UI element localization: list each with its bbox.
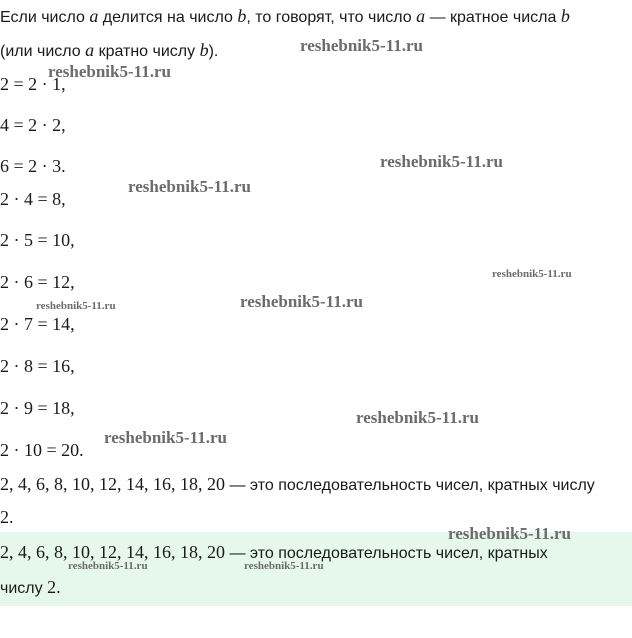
watermark: reshebnik5-11.ru — [104, 428, 227, 447]
watermark: reshebnik5-11.ru — [380, 152, 503, 171]
var-b: b — [199, 40, 209, 60]
conclusion-text: — это последовательность чисел, кратных числу — [225, 477, 595, 494]
equation: 2 · 6 = 12, — [0, 272, 75, 292]
answer-number: 2. — [47, 577, 61, 597]
watermark: reshebnik5-11.ru — [68, 560, 148, 572]
intro-line-1 — [0, 6, 570, 28]
equation: 6 = 2 · 3. — [0, 156, 66, 176]
multiples-list: 2, 4, 6, 8, 10, 12, 14, 16, 18, 20 — [0, 474, 225, 494]
intro-text: Если число — [0, 9, 90, 26]
equation: 2 = 2 · 1, — [0, 74, 66, 94]
equation: 2 · 5 = 10, — [0, 230, 75, 250]
watermark: reshebnik5-11.ru — [492, 268, 572, 280]
watermark: reshebnik5-11.ru — [128, 177, 251, 196]
var-a: a — [416, 6, 426, 26]
equation: 2 · 4 = 8, — [0, 189, 66, 209]
watermark: reshebnik5-11.ru — [448, 524, 571, 543]
var-b: b — [560, 6, 570, 26]
watermark: reshebnik5-11.ru — [240, 292, 363, 311]
watermark: reshebnik5-11.ru — [36, 300, 116, 312]
conclusion-line-1 — [0, 474, 595, 496]
equation: 2 · 7 = 14, — [0, 314, 75, 334]
equation: 2 · 8 = 16, — [0, 356, 75, 376]
answer-line-2 — [0, 577, 61, 599]
multiples-list: 2, 4, 6, 8, 10, 12, 14, 16, 18, 20 — [0, 542, 225, 562]
intro-text: ). — [208, 43, 219, 60]
watermark: reshebnik5-11.ru — [244, 560, 324, 572]
watermark: reshebnik5-11.ru — [48, 62, 171, 81]
conclusion-tail: 2. — [0, 507, 14, 527]
watermark: reshebnik5-11.ru — [300, 36, 423, 55]
var-a: a — [89, 6, 99, 26]
intro-text: (или число — [0, 43, 86, 60]
intro-text: делится на число — [98, 9, 238, 26]
var-a: a — [85, 40, 95, 60]
watermark: reshebnik5-11.ru — [356, 408, 479, 427]
intro-line-2 — [0, 40, 218, 62]
equation: 2 · 9 = 18, — [0, 398, 75, 418]
intro-text: — кратное числа — [425, 9, 561, 26]
intro-text: кратно числу — [94, 43, 200, 60]
equation: 2 · 10 = 20. — [0, 440, 84, 460]
intro-text: , то говорят, что число — [246, 9, 417, 26]
var-b: b — [237, 6, 247, 26]
answer-text: числу — [0, 580, 48, 597]
answer-text: — это последовательность чисел, кратных — [225, 545, 548, 562]
equation: 4 = 2 · 2, — [0, 115, 66, 135]
